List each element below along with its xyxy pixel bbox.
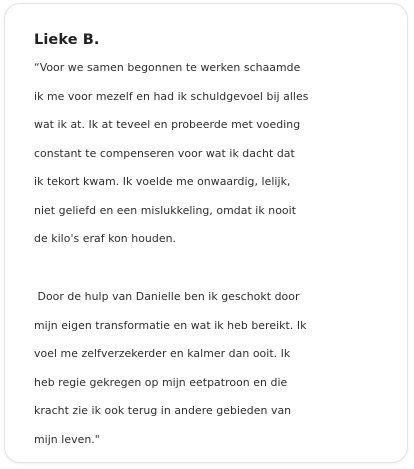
testimonial-author: Lieke B. bbox=[34, 32, 100, 48]
testimonial-line: ik me voor mezelf en had ik schuldgevoel bij alles bbox=[34, 89, 309, 103]
testimonial-line: “Voor we samen begonnen te werken schaamde bbox=[34, 61, 301, 74]
testimonial-line: wat ik at. Ik at teveel en probeerde met voeding bbox=[34, 118, 301, 131]
testimonial-paragraph-1 bbox=[34, 54, 404, 254]
testimonial-paragraph-2 bbox=[34, 283, 404, 454]
testimonial-line: de kilo's eraf kon houden. bbox=[34, 232, 177, 245]
testimonial-line: mijn leven." bbox=[34, 432, 100, 446]
testimonial-line: heb regie gekregen op mijn eetpatroon en die bbox=[34, 375, 288, 389]
testimonial-line: voel me zelfverzekerder en kalmer dan ooit. Ik bbox=[34, 347, 291, 360]
testimonial-line: Door de hulp van Danielle ben ik geschokt door bbox=[34, 290, 300, 303]
testimonial-card bbox=[4, 3, 408, 463]
testimonial-line: mijn eigen transformatie en wat ik heb bereikt. Ik bbox=[34, 318, 307, 332]
testimonial-line: niet geliefd en een mislukkeling, omdat ik nooit bbox=[34, 203, 297, 217]
testimonial-line: constant te compenseren voor wat ik dacht dat bbox=[34, 146, 295, 160]
testimonial-line: ik tekort kwam. Ik voelde me onwaardig, lelijk, bbox=[34, 175, 291, 188]
testimonial-line: kracht zie ik ook terug in andere gebieden van bbox=[34, 404, 292, 417]
